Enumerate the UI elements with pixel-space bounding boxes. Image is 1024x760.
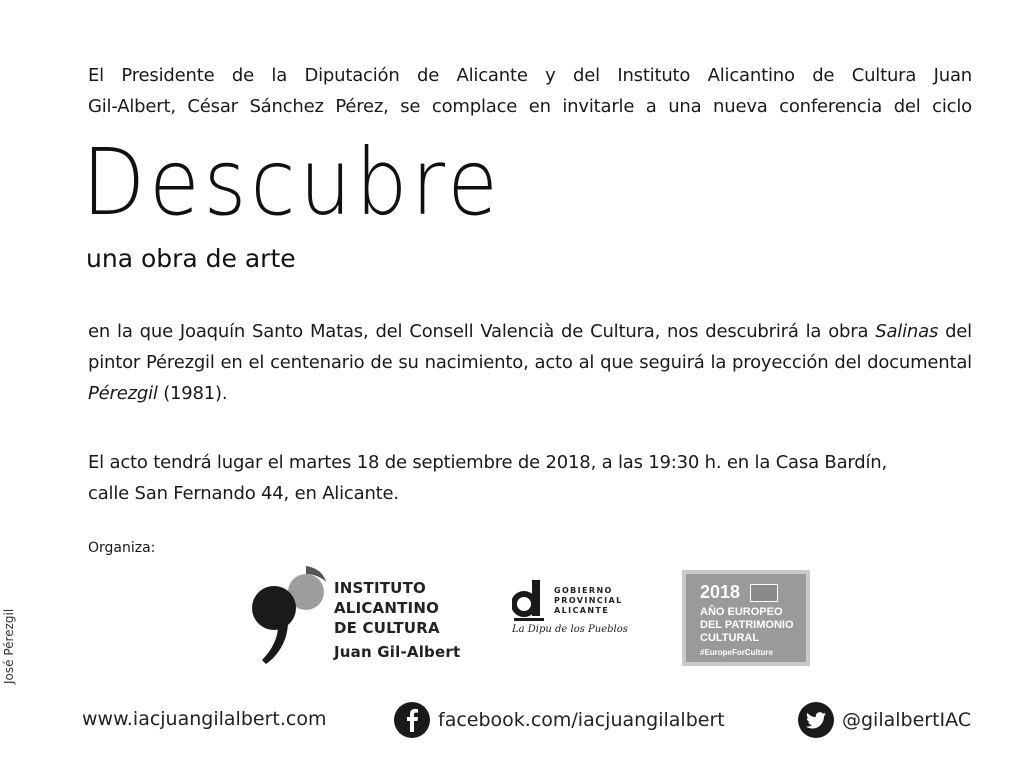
european-heritage-badge [682,570,810,666]
description-text-2: del pintor Pérezgil en el centenario de su nacimiento, acto al que seguirá la proyección del documental [88,321,972,373]
organizer-label: Organiza: [88,540,156,556]
diputacion-line-2: PROVINCIAL [554,596,623,605]
artist-credit: José Pérezgil [2,608,16,684]
intro-line-2: Gil-Albert, César Sánchez Pérez, se complace en invitarle a una nueva conferencia del ciclo [88,96,972,117]
diputacion-a-mark-icon [512,580,548,622]
description-text-3: (1981). [157,383,228,404]
facebook-icon [394,702,430,738]
website-link[interactable]: www.iacjuangilalbert.com [82,708,327,730]
diputacion-line-1: GOBIERNO [554,586,613,595]
twitter-label: @gilalbertIAC [842,709,972,731]
iac-logo [248,564,478,668]
iac-logo-line-2: ALICANTINO [334,599,440,617]
event-line-2: calle San Fernando 44, en Alicante. [88,483,399,504]
badge-line-3: CULTURAL [700,632,760,644]
intro-line-1: El Presidente de la Diputación de Alicante y del Instituto Alicantino de Cultura Juan [88,65,972,86]
diputacion-line-3: ALICANTE [554,606,610,615]
diputacion-logo [512,578,642,642]
facebook-label: facebook.com/iacjuangilalbert [438,709,725,731]
event-details [88,447,972,509]
iac-logo-line-4: Juan Gil-Albert [334,643,461,661]
badge-line-1: AÑO EUROPEO [700,606,783,618]
badge-line-2: DEL PATRIMONIO [700,619,794,631]
iac-logo-line-1: INSTITUTO [334,579,426,597]
eu-flag-icon [750,584,778,602]
facebook-link[interactable] [394,702,725,738]
description-paragraph [88,316,972,409]
artwork-title: Salinas [875,321,939,342]
iac-logo-line-3: DE CULTURA [334,619,440,637]
badge-hashtag: #EuropeForCulture [700,648,773,657]
documentary-title: Pérezgil [88,383,158,404]
iac-comma-mark-icon [248,564,332,668]
description-text-1: en la que Joaquín Santo Matas, del Consell Valencià de Cultura, nos descubrirá la obra [88,321,876,342]
intro-paragraph [88,60,972,122]
footer [0,700,1024,740]
badge-year: 2018 [700,582,741,602]
page-subtitle: una obra de arte [86,244,296,273]
twitter-link[interactable] [798,702,971,738]
page-title: Descubre [82,130,502,237]
twitter-icon [798,702,834,738]
diputacion-slogan: La Dipu de los Pueblos [512,624,628,635]
event-line-1: El acto tendrá lugar el martes 18 de septiembre de 2018, a las 19:30 h. en la Casa Bardín, [88,452,888,473]
